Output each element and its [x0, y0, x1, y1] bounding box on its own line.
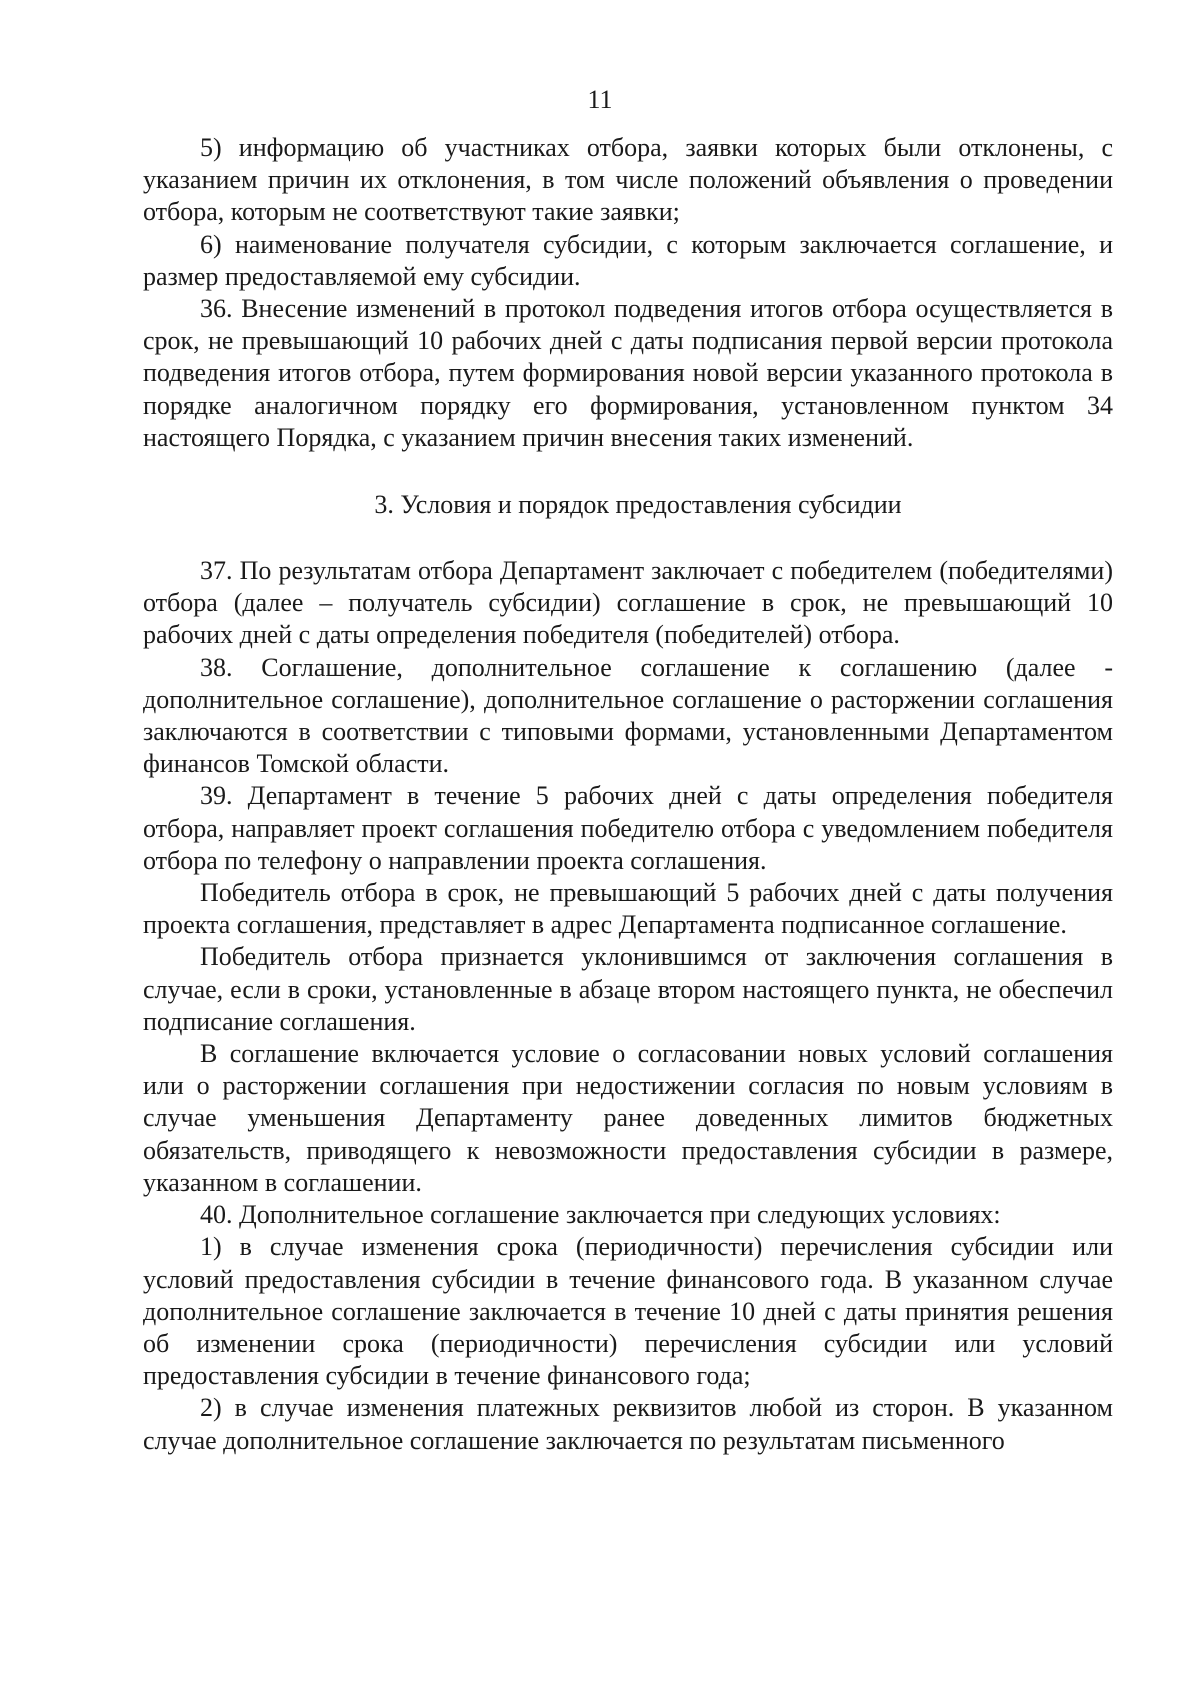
- document-body: [143, 132, 1113, 1457]
- paragraph-36-protocol-changes: 36. Внесение изменений в протокол подведения итогов отбора осуществляется в срок, не превышающий 10 рабочих дней с даты подписания первой версии протокола подведения итогов отбора, путем формирования новой версии указанного протокола в порядке аналогичном порядку его формирования, установленном пунктом 34 настоящего Порядка, с указанием причин внесения таких изменений.: [143, 294, 1113, 452]
- paragraph-item-6-recipient-name: 6) наименование получателя субсидии, с которым заключается соглашение, и размер предоставляемой ему субсидии.: [143, 229, 1113, 291]
- paragraph-40-item-1: 1) в случае изменения срока (периодичности) перечисления субсидии или условий предоставления субсидии в течение финансового года. В указанном случае дополнительное соглашение заключается в течение 10 дней с даты принятия решения об изменении срока (периодичности) перечисления субсидии или условий предоставления субсидии в течение финансового года;: [143, 1232, 1113, 1391]
- paragraph-39-new-conditions: В соглашение включается условие о согласовании новых условий соглашения или о расторжении соглашения при недостижении согласия по новым условиям в случае уменьшения Департаменту ранее доведенных лимитов бюджетных обязательств, приводящего к невозможности предоставления субсидии в размере, указанном в соглашении.: [143, 1039, 1113, 1197]
- paragraph-40-item-2: 2) в случае изменения платежных реквизитов любой из сторон. В указанном случае дополнительное соглашение заключается по результатам письменного: [143, 1393, 1113, 1455]
- paragraph-39-draft-sending: 39. Департамент в течение 5 рабочих дней с даты определения победителя отбора, направляет проект соглашения победителю отбора с уведомлением победителя отбора по телефону о направлении проекта соглашения.: [143, 781, 1113, 875]
- section-heading: 3. Условия и порядок предоставления субсидии: [374, 490, 902, 520]
- paragraph-37-agreement-conclusion: 37. По результатам отбора Департамент заключает с победителем (победителями) отбора (далее – получатель субсидии) соглашение в срок, не превышающий 10 рабочих дней с даты определения победителя (победителей) отбора.: [143, 556, 1113, 650]
- paragraph-item-5-rejected-applicants: 5) информацию об участниках отбора, заявки которых были отклонены, с указанием причин их отклонения, в том числе положений объявления о проведении отбора, которым не соответствуют такие заявки;: [143, 133, 1113, 227]
- paragraph-40-additional-agreement: 40. Дополнительное соглашение заключается при следующих условиях:: [200, 1200, 1001, 1230]
- section-spacer-top: [143, 454, 1113, 489]
- paragraph-39-evasion: Победитель отбора признается уклонившимся от заключения соглашения в случае, если в сроки, установленные в абзаце втором настоящего пункта, не обеспечил подписание соглашения.: [143, 942, 1113, 1036]
- paragraph-39-signing-deadline: Победитель отбора в срок, не превышающий 5 рабочих дней с даты получения проекта соглашения, представляет в адрес Департамента подписанное соглашение.: [143, 878, 1113, 940]
- paragraph-38-agreement-forms: 38. Соглашение, дополнительное соглашение к соглашению (далее - дополнительное соглашение), дополнительное соглашение о расторжении соглашения заключаются в соответствии с типовыми формами, установленными Департаментом финансов Томской области.: [143, 652, 1113, 779]
- section-spacer-bottom: [143, 521, 1113, 555]
- page-number: 11: [587, 85, 613, 114]
